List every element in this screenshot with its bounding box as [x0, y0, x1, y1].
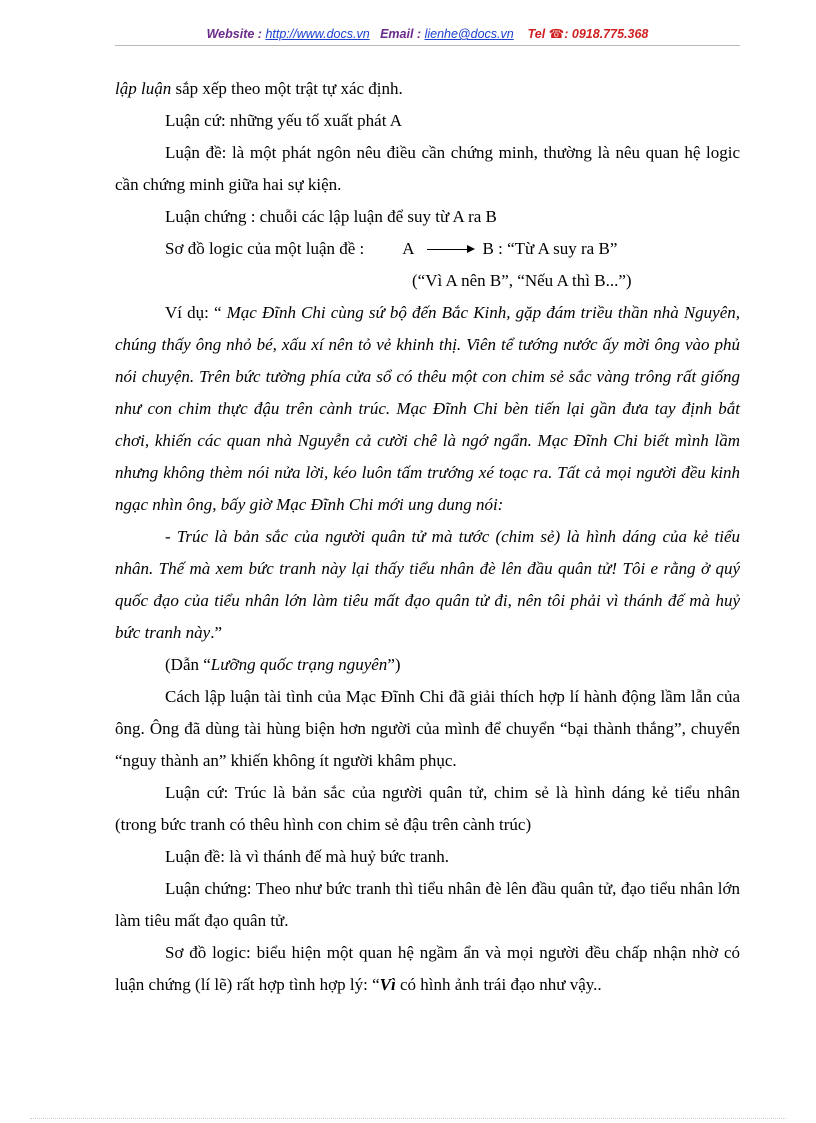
- quote-end: .”: [210, 623, 222, 642]
- diagram-node-b: B : “Từ A suy ra B”: [482, 239, 618, 258]
- paragraph-source: [115, 649, 740, 681]
- source-open: (Dẫn “: [165, 655, 211, 674]
- source-title: Lưỡng quốc trạng nguyên: [210, 655, 388, 674]
- example-label: Ví dụ: “: [165, 303, 227, 322]
- paragraph-luan-cu: Luận cứ: những yếu tố xuất phát A: [165, 111, 403, 130]
- email-link[interactable]: lienhe@docs.vn: [424, 27, 514, 41]
- paragraph-continuation: [115, 73, 740, 105]
- paragraph-luan-chung-2: Luận chứng: Theo như bức tranh thì tiểu nhân đè lên đầu quân tử, đạo tiểu nhân lớn làm tiêu mất đạo quân tử.: [115, 879, 740, 930]
- source-close: ”): [387, 655, 401, 674]
- paragraph-example: [115, 297, 740, 521]
- paragraph-luan-chung: Luận chứng : chuỗi các lập luận để suy từ A ra B: [165, 207, 497, 226]
- paragraph-analysis: Cách lập luận tài tình của Mạc Đĩnh Chi đã giải thích hợp lí hành động lầm lẫn của ông. Ông đã dùng tài hùng biện hơn người của mình để chuyển “bại thành thắng”, chuyển “nguy thành an” khiến không ít người khâm phục.: [115, 687, 740, 770]
- paragraph-luan-cu-2: Luận cứ: Trúc là bản sắc của người quân tử, chim sẻ là hình dáng kẻ tiểu nhân (trong bức tranh có thêu hình con chim sẻ đậu trên cành trúc): [115, 783, 740, 834]
- term-lap-luan: lập luận: [115, 79, 172, 98]
- paragraph-so-do-logic: [115, 937, 740, 1001]
- logic-diagram: [115, 233, 740, 265]
- document-body: [115, 73, 740, 1001]
- footer-divider: [30, 1118, 786, 1119]
- email-label: Email :: [380, 27, 422, 41]
- diagram-subtitle: (“Vì A nên B”, “Nếu A thì B...”): [412, 271, 632, 290]
- website-label: Website :: [206, 27, 262, 41]
- page-header: [115, 26, 740, 41]
- so-do-start: Sơ đồ logic: biểu hiện một quan hệ ngầm ẩn và mọi người đều chấp nhận nhờ có luận chứng (lí lẽ) rất hợp tình hợp lý: “: [115, 943, 740, 994]
- paragraph-luan-de: Luận đề: là một phát ngôn nêu điều cần chứng minh, thường là nêu quan hệ logic cần chứng minh giữa hai sự kiện.: [115, 143, 740, 194]
- header-divider: [115, 45, 740, 46]
- tel-label: Tel ☎:: [527, 27, 569, 41]
- diagram-node-a: A: [402, 239, 415, 258]
- website-link[interactable]: http://www.docs.vn: [265, 27, 370, 41]
- so-do-end: có hình ảnh trái đạo như vậy..: [395, 975, 602, 994]
- paragraph-quote: [115, 521, 740, 649]
- paragraph-luan-de-2: Luận đề: là vì thánh đế mà huỷ bức tranh.: [165, 847, 449, 866]
- tel-value: 0918.775.368: [571, 27, 649, 41]
- right-arrow-icon: [427, 244, 475, 254]
- so-do-vi: Vì: [379, 975, 396, 994]
- example-story: Mạc Đĩnh Chi cùng sứ bộ đến Bắc Kinh, gặp đám triều thần nhà Nguyên, chúng thấy ông nhỏ bé, xấu xí nên tỏ vẻ khinh thị. Viên tể tướng nước ấy mời ông vào phủ nói chuyện. Trên bức tường phía cửa sổ có thêu một con chim sẻ sắc vàng trông rất giống như con chim thực đậu trên cành trúc. Mạc Đĩnh Chi bèn tiến lại gần đưa tay định bắt chơi, khiến các quan nhà Nguyễn cả cười chê là ngớ ngẩn. Mạc Đĩnh Chi biết mình lầm nhưng không thèm nói nửa lời, kéo luôn tấm trướng xé toạc ra. Tất cả mọi người đều kinh ngạc nhìn ông, bấy giờ Mạc Đĩnh Chi mới ung dung nói:: [115, 303, 740, 514]
- quote-text: - Trúc là bản sắc của người quân tử mà tước (chim sẻ) là hình dáng của kẻ tiểu nhân. Thế mà xem bức tranh này lại thấy tiểu nhân đè lên đầu quân tử! Tôi e rằng ở quý quốc đạo của tiểu nhân lớn làm tiêu mất đạo quân tử đi, nên tôi phải vì thánh đế mà huỷ bức tranh này: [115, 527, 740, 642]
- diagram-label: Sơ đồ logic của một luận đề :: [165, 239, 365, 258]
- continuation-text: sắp xếp theo một trật tự xác định.: [171, 79, 403, 98]
